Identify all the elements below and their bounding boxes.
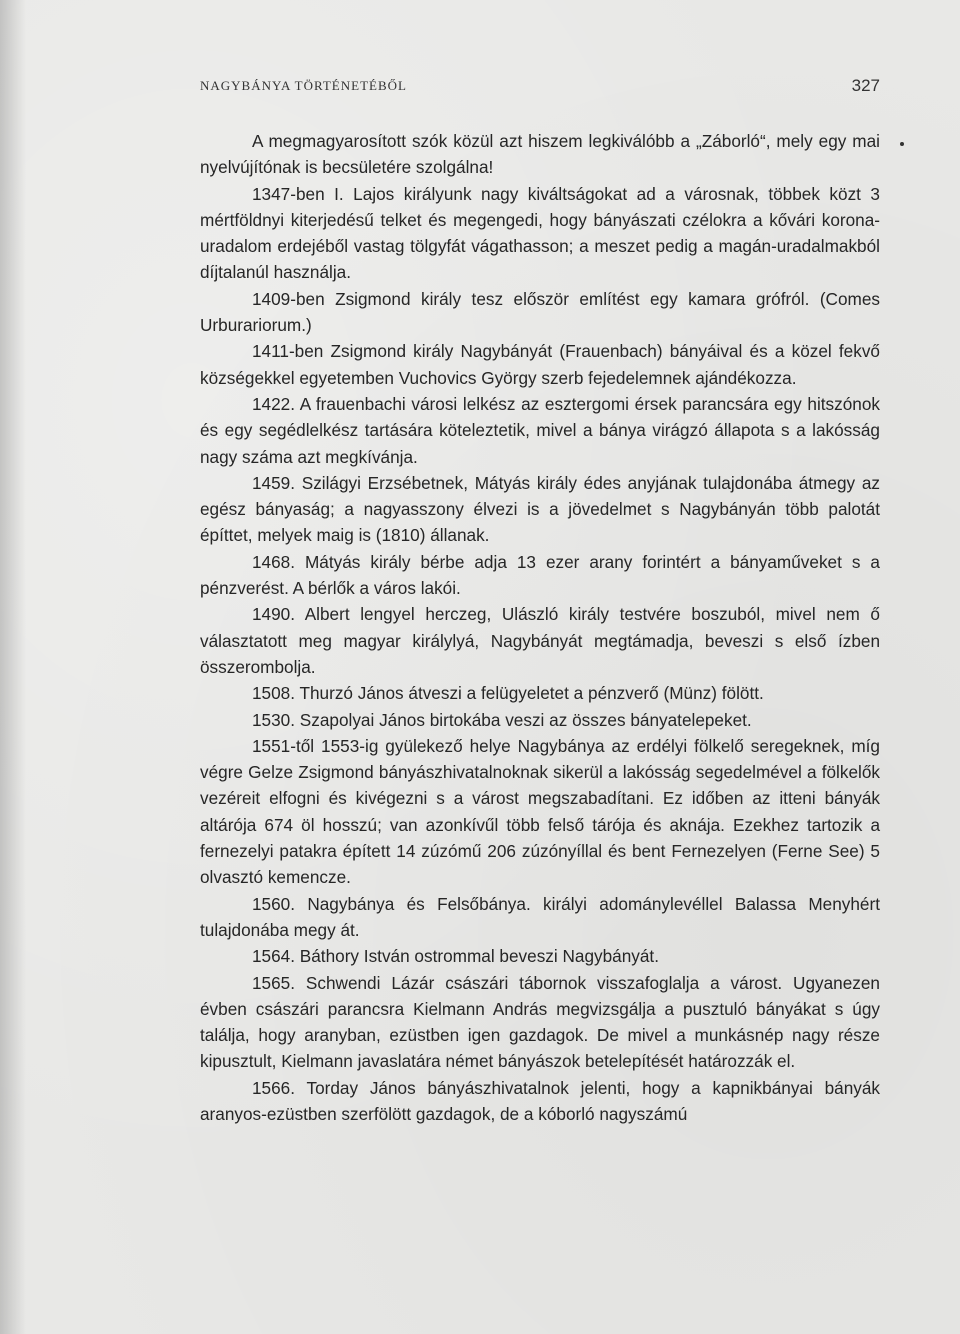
body-text [200, 128, 880, 1127]
paragraph: 1490. Albert lengyel herczeg, Ulászló király testvére boszuból, mivel nem ő választatott meg magyar királylyá, Nagybányát megtámadja, beveszi s első ízben összerombolja. [200, 604, 880, 677]
paragraph: 1409-ben Zsigmond király tesz először említést egy kamara grófról. (Comes Urburariorum.) [200, 288, 880, 336]
paragraph: 1422. A frauenbachi városi lelkész az esztergomi érsek parancsára egy hitszónok és egy segédlelkész tartására köteleztetik, mivel a bánya virágzó állapota s a lakósság nagy száma azt megkívánja. [200, 393, 880, 467]
paragraph: 1347-ben I. Lajos királyunk nagy kiváltságokat ad a városnak, többek közt 3 mértföldnyi kiterjedésű telket és megengedi, hogy bányászati czélokra a kővári korona-uradalom erdejéből vastag tölgyfát vágathasson; a meszet pedig a magán-uradalmakból díjtalanúl használja. [200, 183, 880, 283]
paragraph: 1530. Szapolyai János birtokába veszi az összes bányatelepeket. [252, 709, 752, 730]
paragraph: 1411-ben Zsigmond király Nagybányát (Frauenbach) bányáival és a közel fekvő községekkel egyetemben Vuchovics György szerb fejedelemnek ajándékozza. [200, 341, 880, 388]
page-number: 327 [851, 76, 880, 95]
paragraph: 1565. Schwendi Lázár császári tábornok visszafoglalja a várost. Ugyanezen évben császári parancsra Kielmann András megvizsgálja a pusztuló bányákat s úgy találja, hogy aranyban, ezüstben igen gazdagok. De mivel a munkásnép nagy része kipusztult, Kielmann javaslatára német bányászok betelepítését határozzák el. [200, 972, 880, 1072]
paragraph: 1459. Szilágyi Erzsébetnek, Mátyás király édes anyjának tulajdonába átmegy az egész bányaság; a nagyasszony élvezi is a jövedelmet s Nagybányán több palotát építtet, melyek maig is (1810) állanak. [200, 472, 880, 546]
paragraph: A megmagyarosított szók közül azt hiszem legkiválóbb a „Záborló“, mely egy mai nyelvújítónak is becsületére szolgálna! [200, 131, 880, 178]
paragraph: 1551-től 1553-ig gyülekező helye Nagybánya az erdélyi fölkelő seregeknek, míg végre Gelze Zsigmond bányászhivatalnoknak sikerül a lakósság segedelmével a fölkelők vezéreit elfogni és kivégezni s a várost megszabadítani. Ez időben az itteni bányák altárója 674 öl hosszú; van azonkívűl több felső tárója és aknája. Ezekhez tartozik a fernezelyi patakra épített 14 zúzómű 206 zúzónyíllal és bent Fernezelyen (Ferne See) 5 olvasztó kemencze. [200, 735, 880, 888]
paragraph: 1508. Thurzó János átveszi a felügyeletet a pénzverő (Münz) fölött. [252, 683, 764, 704]
paragraph: 1560. Nagybánya és Felsőbánya. királyi adománylevéllel Balassa Menyhért tulajdonába megy át. [200, 893, 880, 940]
paragraph: 1564. Báthory István ostrommal beveszi Nagybányát. [252, 946, 659, 967]
page-header [200, 78, 880, 102]
paragraph: 1566. Torday János bányászhivatalnok jelenti, hogy a kapnikbányai bányák aranyos-ezüstben szerfölött gazdagok, de a kóborló nagyszámú [200, 1077, 880, 1124]
scan-speck [900, 142, 904, 146]
binding-shadow [0, 0, 26, 1334]
paragraph: 1468. Mátyás király bérbe adja 13 ezer arany forintért a bányaműveket s a pénzverést. A bérlők a város lakói. [200, 551, 880, 599]
running-head: NAGYBÁNYA TÖRTÉNETÉBŐL [200, 78, 407, 93]
